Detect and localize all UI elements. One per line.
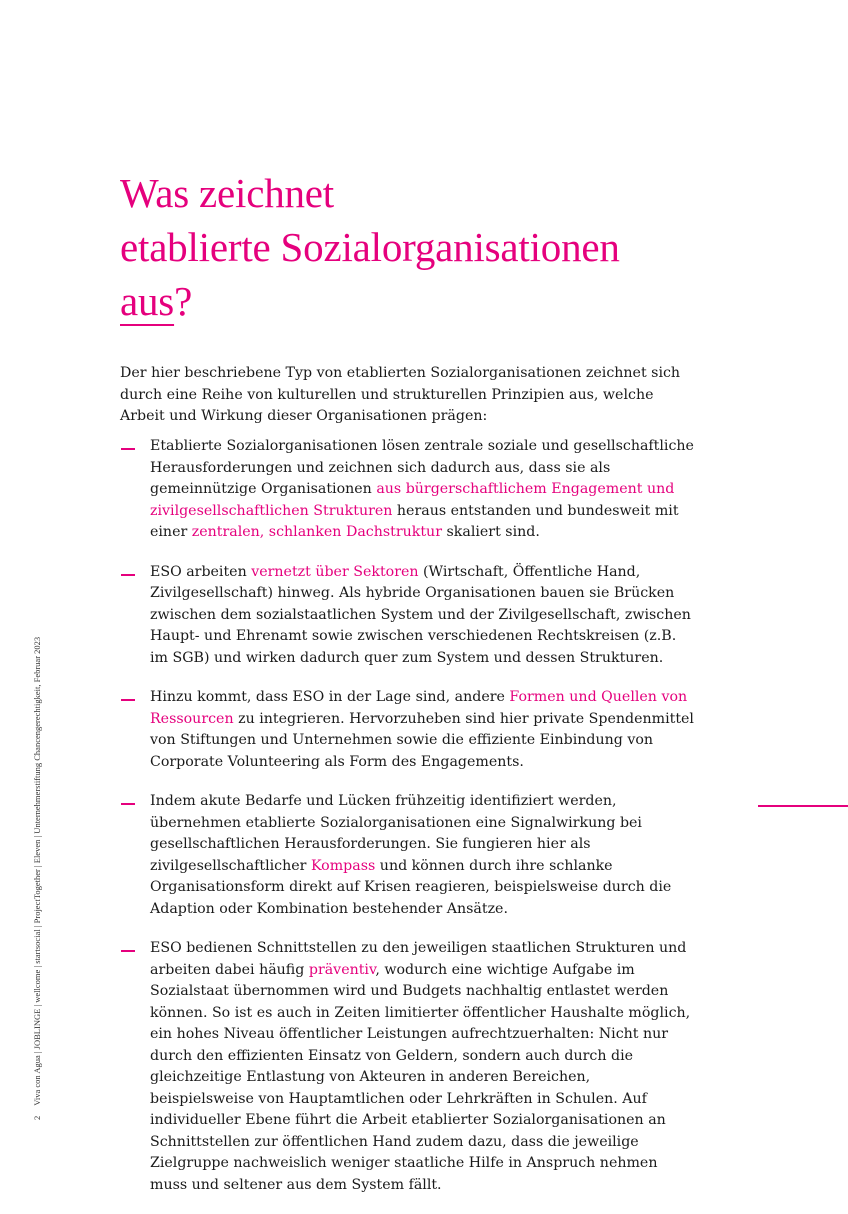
list-item-text: heraus entstanden und bundesweit mit einer bbox=[150, 502, 679, 540]
dash-bullet-icon bbox=[121, 699, 135, 701]
list-item-text: ESO arbeiten bbox=[150, 563, 252, 580]
title-question-mark: ? bbox=[174, 278, 193, 324]
highlight-text: zentralen, schlanken Dachstruktur bbox=[191, 524, 442, 540]
highlight-text: Kompass bbox=[310, 857, 376, 874]
highlight-text: aus bürgerschaftlichem Engagement und zivilgesellschaftlichen Strukturen bbox=[150, 481, 675, 519]
list-item bbox=[120, 562, 695, 670]
title-line-1: Was zeichnet bbox=[120, 170, 334, 216]
highlight-text: vernetzt über Sektoren bbox=[251, 563, 419, 580]
dash-bullet-icon bbox=[121, 803, 135, 805]
title-line-3 bbox=[120, 274, 760, 328]
list-item-text: und können durch ihre schlanke Organisationsform direkt auf Krisen reagieren, beispielsweise durch die Adaption oder Kombination bestehender Ansätze. bbox=[150, 857, 672, 917]
page-number: 2 bbox=[32, 1115, 42, 1120]
principles-list bbox=[120, 436, 695, 1214]
list-item-text: , wodurch eine wichtige Aufgabe im Sozialstaat übernommen wird und Budgets nachhaltig entlastet werden können. So ist es auch in Zeiten limitierter öffentlicher Haushalte möglich, ein hohes Niveau öffentlicher Leistungen aufrechtzuerhalten: Nicht nur durch den effizienten Einsatz von Geldern, sondern auch durch die gleichzeitige Entlastung von Akteuren in anderen Bereichen, beispielsweise von Hauptamtlichen oder Lehrkräften in Schulen. Auf individueller Ebene führt die Arbeit etablierter Sozialorganisationen an Schnittstellen zur öffentlichen Hand zudem dazu, dass die jeweilige Zielgruppe nachweislich weniger staatliche Hilfe in Anspruch nehmen muss und seltener aus dem System fällt. bbox=[150, 961, 691, 1193]
dash-bullet-icon bbox=[121, 448, 135, 450]
list-item bbox=[120, 938, 695, 1196]
dash-bullet-icon bbox=[121, 950, 135, 952]
footer-credits: Viva con Agua | JOBLINGE | wellcome | startsocial | ProjectTogether | Eleven | Unternehmerstiftung Chancengerechtigkeit, Februar 2023 bbox=[32, 636, 42, 1106]
list-item-text: Hinzu kommt, dass ESO in der Lage sind, andere bbox=[150, 689, 510, 705]
list-item-text: Indem akute Bedarfe und Lücken frühzeitig identifiziert werden, übernehmen etablierte Sozialorganisationen eine Signalwirkung bei gesellschaftlichen Herausforderungen. Sie fungieren hier als zivilgesellschaftlicher bbox=[150, 793, 642, 874]
page-title bbox=[120, 166, 760, 328]
accent-divider bbox=[758, 805, 848, 807]
list-item bbox=[120, 687, 695, 773]
highlight-text: präventiv bbox=[308, 961, 376, 978]
list-item-text: skaliert sind. bbox=[441, 524, 540, 540]
title-underlined-word: aus bbox=[120, 278, 175, 324]
intro-paragraph: Der hier beschriebene Typ von etablierten Sozialorganisationen zeichnet sich durch eine Reihe von kulturellen und strukturellen Prinzipien aus, welche Arbeit und Wirkung dieser Organisationen prägen: bbox=[120, 365, 681, 424]
list-item-text: zu integrieren. Hervorzuheben sind hier private Spendenmittel von Stiftungen und Unternehmen sowie die effiziente Einbindung von Corporate Volunteering als Form des Engagements. bbox=[150, 710, 694, 770]
list-item bbox=[120, 791, 695, 920]
list-item bbox=[120, 436, 695, 544]
title-line-2: etablierte Sozialorganisationen bbox=[120, 224, 620, 270]
list-item-text: ESO bedienen Schnittstellen zu den jeweiligen staatlichen Strukturen und arbeiten dabei häufig bbox=[150, 940, 687, 978]
list-item-text: Etablierte Sozialorganisationen lösen zentrale soziale und gesellschaftliche Herausforderungen und zeichnen sich dadurch aus, dass sie als gemeinnützige Organisationen bbox=[150, 438, 694, 497]
dash-bullet-icon bbox=[121, 574, 135, 576]
list-item-text: (Wirtschaft, Öffentliche Hand, Zivilgesellschaft) hinweg. Als hybride Organisationen bauen sie Brücken zwischen dem sozialstaatlichen System und der Zivilgesellschaft, zwischen Haupt- und Ehrenamt sowie zwischen verschiedenen Rechtskreisen (z.B. im SGB) und wirken dadurch quer zum System und dessen Strukturen. bbox=[150, 563, 691, 666]
highlight-text: Formen und Quellen von Ressourcen bbox=[150, 689, 688, 727]
side-footer bbox=[32, 637, 42, 1120]
